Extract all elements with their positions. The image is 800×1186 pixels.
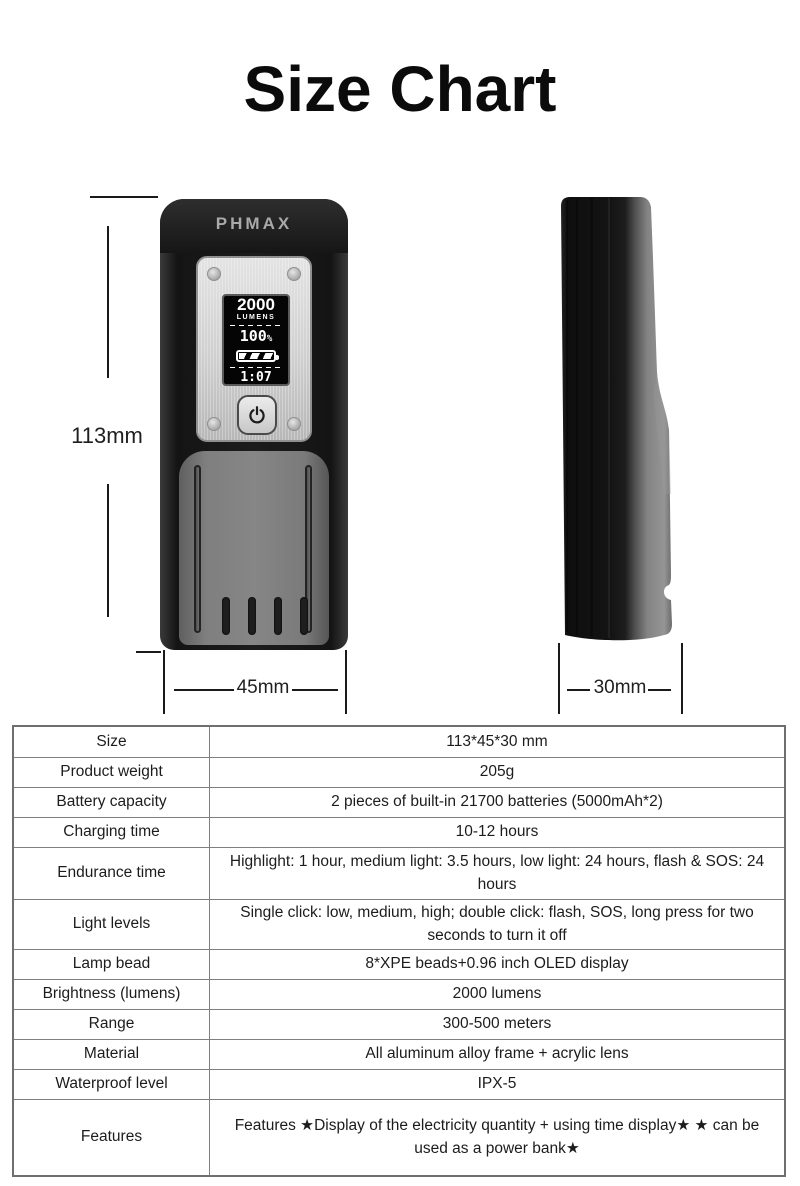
vent-slot [300, 597, 308, 635]
row-value: All aluminum alloy frame + acrylic lens [365, 1045, 629, 1063]
page-title: Size Chart [243, 53, 557, 125]
groove-left [194, 465, 201, 633]
depth-dim-line-right [648, 689, 671, 691]
width-dim-label: 45mm [236, 677, 290, 698]
row-value: 10-12 hours [455, 823, 539, 841]
table-row [14, 979, 784, 1009]
oled-display [222, 294, 290, 386]
table-row [14, 1099, 784, 1175]
row-value: Features ★Display of the electricity quantity + using time display★ ★ can be used as a power bank★ [234, 1117, 760, 1157]
screw-icon [207, 417, 221, 431]
runtime-value: 1:07 [240, 369, 272, 385]
screw-icon [287, 417, 301, 431]
row-value: Single click: low, medium, high; double click: flash, SOS, long press for two seconds to turn it off [240, 904, 754, 944]
height-dim-label: 113mm [71, 423, 143, 448]
width-dim-right-tick [345, 650, 347, 714]
row-value: 113*45*30 mm [446, 732, 548, 750]
row-value: 205g [479, 763, 515, 781]
battery-percent-value: 100 [239, 327, 267, 346]
table-row [14, 787, 784, 817]
depth-dim-label: 30mm [593, 677, 647, 698]
row-label: Product weight [14, 758, 210, 787]
screw-icon [287, 267, 301, 281]
front-view [160, 199, 348, 650]
row-value: IPX-5 [477, 1075, 517, 1093]
row-value: 8*XPE beads+0.96 inch OLED display [365, 955, 629, 973]
battery-percent [240, 329, 273, 347]
width-dim-line-left [174, 689, 234, 691]
battery-fill [239, 353, 273, 358]
height-dim-line-lower [107, 484, 109, 617]
row-label: Brightness (lumens) [14, 980, 210, 1009]
table-row [14, 817, 784, 847]
row-value: 300-500 meters [442, 1015, 552, 1033]
table-row [14, 1039, 784, 1069]
table-row [14, 899, 784, 949]
width-dim-line-right [292, 689, 338, 691]
vent-slot [274, 597, 282, 635]
display-separator [230, 325, 282, 326]
power-button [237, 395, 277, 435]
lumens-label: LUMENS [236, 314, 276, 321]
screw-icon [207, 267, 221, 281]
percent-sign: % [266, 334, 273, 345]
row-label: Light levels [14, 900, 210, 949]
depth-dim-line-left [567, 689, 590, 691]
row-label: Range [14, 1010, 210, 1039]
height-dim-line-upper [107, 226, 109, 378]
row-label: Charging time [14, 818, 210, 847]
depth-dim-left-tick [558, 643, 560, 714]
power-icon [246, 404, 268, 426]
lumens-value: 2000 [237, 295, 275, 314]
table-row [14, 949, 784, 979]
row-value: 2000 lumens [452, 985, 542, 1003]
table-row [14, 847, 784, 899]
vent-slot [222, 597, 230, 635]
side-profile [552, 194, 684, 652]
front-face-plate [196, 256, 312, 442]
depth-dim-right-tick [681, 643, 683, 714]
display-separator [230, 367, 282, 368]
brand-logo: PHMAX [215, 214, 293, 233]
row-label: Endurance time [14, 848, 210, 899]
height-dim-top-tick [90, 196, 158, 198]
height-dim-bottom-tick [136, 651, 161, 653]
row-label: Waterproof level [14, 1070, 210, 1099]
table-row [14, 1069, 784, 1099]
table-row [14, 727, 784, 757]
row-label: Size [14, 727, 210, 757]
table-row [14, 757, 784, 787]
spec-table [12, 725, 786, 1177]
vent-slot [248, 597, 256, 635]
row-label: Features [14, 1100, 210, 1175]
battery-icon [236, 350, 276, 361]
row-label: Material [14, 1040, 210, 1069]
table-row [14, 1009, 784, 1039]
row-value: 2 pieces of built-in 21700 batteries (5000mAh*2) [331, 793, 663, 811]
row-value: Highlight: 1 hour, medium light: 3.5 hours, low light: 24 hours, flash & SOS: 24 hours [229, 853, 765, 893]
row-label: Battery capacity [14, 788, 210, 817]
row-label: Lamp bead [14, 950, 210, 979]
width-dim-left-tick [163, 650, 165, 714]
side-view [552, 194, 684, 652]
